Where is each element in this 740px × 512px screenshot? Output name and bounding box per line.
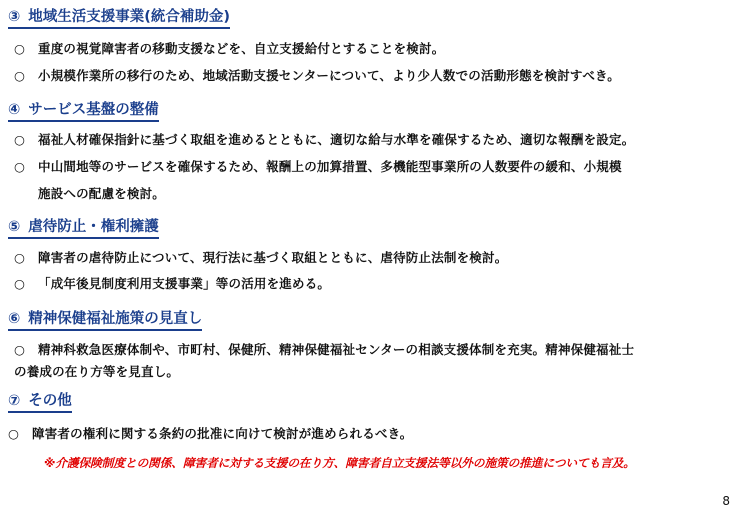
section-5-item-1 <box>14 250 507 266</box>
section-4-item-2-continuation <box>38 186 165 202</box>
bullet-circle-icon: ○ <box>14 41 26 56</box>
red-note: ※介護保険制度との関係、障害者に対する支援の在り方、障害者自立支援法等以外の施策の推進についても言及。 <box>44 456 635 470</box>
section-7-number: ⑦ <box>8 393 21 409</box>
section-5-underline <box>8 237 159 239</box>
section-6-number: ⑥ <box>8 311 21 327</box>
section-3-item-1 <box>14 41 444 57</box>
section-7-title: その他 <box>28 393 72 409</box>
section-6-title: 精神保健福祉施策の見直し <box>28 311 203 327</box>
section-3-title: 地域生活支援事業(統合補助金) <box>28 9 231 25</box>
section-4-title: サービス基盤の整備 <box>28 102 159 118</box>
section-5-heading <box>8 218 159 236</box>
bullet-circle-icon: ○ <box>14 250 26 265</box>
list-item-text: 重度の視覚障害者の移動支援などを、自立支援給付とすることを検討。 <box>38 41 445 56</box>
bullet-circle-icon: ○ <box>8 426 20 441</box>
list-item-text: 精神科救急医療体制や、市町村、保健所、精神保健福祉センターの相談支援体制を充実。精神保健福祉士 <box>38 342 635 357</box>
section-4-number: ④ <box>8 102 21 118</box>
section-7-heading <box>8 392 72 410</box>
section-7-underline <box>8 411 72 413</box>
list-item-text: 小規模作業所の移行のため、地域活動支援センターについて、より少人数での活動形態を検討すべき。 <box>38 68 620 83</box>
section-6-heading <box>8 310 202 328</box>
section-5-title: 虐待防止・権利擁護 <box>28 219 159 235</box>
bullet-circle-icon: ○ <box>14 276 26 291</box>
list-item-text: 福祉人材確保指針に基づく取組を進めるとともに、適切な給与水準を確保するため、適切な報酬を設定。 <box>38 132 635 147</box>
section-5-number: ⑤ <box>8 219 21 235</box>
bullet-circle-icon: ○ <box>14 132 26 147</box>
bullet-circle-icon: ○ <box>14 68 26 83</box>
list-item-continuation: 施設への配慮を検討。 <box>38 186 166 201</box>
bullet-circle-icon: ○ <box>14 342 26 357</box>
section-7-item-1 <box>8 426 413 442</box>
section-3-number: ③ <box>8 9 21 25</box>
section-3-heading <box>8 8 230 26</box>
list-item-text: 障害者の権利に関する条約の批准に向けて検討が進められるべき。 <box>32 426 413 441</box>
section-4-heading <box>8 101 159 119</box>
section-3-underline <box>8 27 230 29</box>
section-4-item-1 <box>14 132 634 148</box>
section-6-underline <box>8 329 202 331</box>
section-4-item-2 <box>14 159 622 175</box>
section-6-item-1 <box>14 342 634 358</box>
section-5-item-2 <box>14 276 330 292</box>
list-item-text: 障害者の虐待防止について、現行法に基づく取組とともに、虐待防止法制を検討。 <box>38 250 508 265</box>
section-6-item-1-continuation <box>14 364 179 380</box>
section-4-underline <box>8 120 159 122</box>
list-item-text: 「成年後見制度利用支援事業」等の活用を進める。 <box>38 276 331 291</box>
list-item-continuation: の養成の在り方等を見直し。 <box>14 364 180 379</box>
page-number: 8 <box>722 494 730 508</box>
section-3-item-2 <box>14 68 620 84</box>
list-item-text: 中山間地等のサービスを確保するため、報酬上の加算措置、多機能型事業所の人数要件の緩和、小規模 <box>38 159 622 174</box>
bullet-circle-icon: ○ <box>14 159 26 174</box>
